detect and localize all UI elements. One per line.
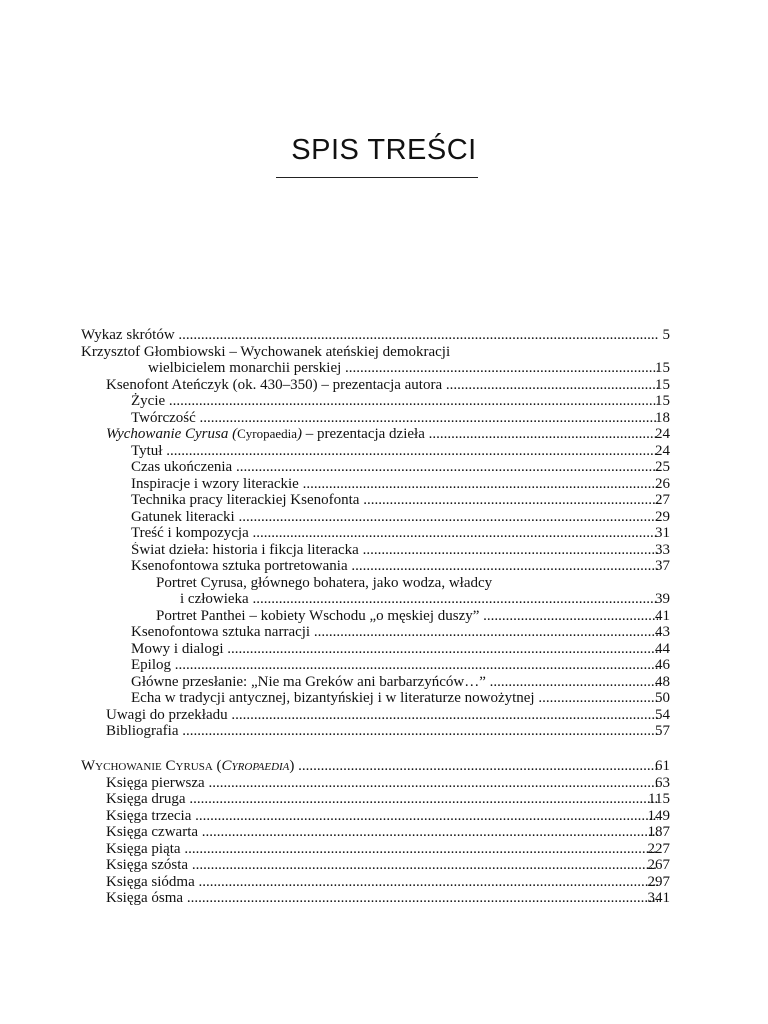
toc-entry-title-part: Wykaz skrótów	[81, 327, 175, 343]
toc-entry-title-part: Cyropaedia	[237, 426, 298, 441]
toc-entry-title-part: Księga siódma	[106, 873, 195, 890]
toc-entry[interactable]: Księga czwarta ..... 187	[0, 824, 768, 841]
toc-entry-title	[131, 476, 658, 493]
toc-entry-title-part: Twórczość	[131, 409, 196, 426]
toc-section-text	[0, 758, 768, 907]
toc-entry[interactable]: Echa w tradycji antycznej, bizantyńskiej i w literaturze nowożytnej ..... 50	[0, 690, 768, 707]
toc-entry-title	[131, 410, 658, 427]
toc-entry-title-part: Główne przesłanie: „Nie ma Greków ani barbarzyńców…”	[131, 673, 486, 690]
toc-entry-title	[106, 775, 658, 792]
toc-entry-title	[131, 542, 658, 559]
toc-entry[interactable]: Bibliografia ..... 57	[0, 723, 768, 740]
toc-entry-title-part: Portret Panthei – kobiety Wschodu „o męskiej duszy”	[156, 607, 480, 624]
toc-entry[interactable]: Księga siódma ..... 297	[0, 874, 768, 891]
toc-entry-title	[131, 492, 658, 509]
toc-entry-title	[81, 758, 658, 775]
toc-entry-title-part: Mowy i dialogi	[131, 640, 224, 657]
toc-entry-title-part: Portret Cyrusa, głównego bohatera, jako wodza, władcy	[156, 574, 493, 591]
toc-entry-title	[106, 791, 658, 808]
toc-entry-title-part: Księga trzecia	[106, 807, 192, 824]
toc-entry[interactable]: i człowieka ..... 39	[0, 591, 768, 608]
toc-entry[interactable]: Ksenofontowa sztuka portretowania ..... 37	[0, 558, 768, 575]
toc-entry-title	[131, 657, 658, 674]
toc-entry-title-part: Ksenofontowa sztuka narracji	[131, 624, 311, 640]
toc-entry-title-part: Cyropaedia	[221, 758, 290, 774]
toc-entry[interactable]: Czas ukończenia ..... 25	[0, 459, 768, 476]
toc-entry[interactable]: wielbicielem monarchii perskiej ..... 15	[0, 360, 768, 377]
toc-entry-title	[106, 824, 658, 841]
toc-entry-title-part: Wychowanie Cyrusa (	[106, 426, 238, 442]
toc-entry-title	[131, 443, 658, 460]
toc-entry-title-part: Technika pracy literackiej Ksenofonta	[131, 492, 360, 508]
toc-entry-title-part: Treść i kompozycja	[131, 525, 249, 541]
toc-entry[interactable]: Treść i kompozycja ..... 31	[0, 525, 768, 542]
toc-entry[interactable]: Ksenofont Ateńczyk (ok. 430–350) – prezentacja autora ..... 15	[0, 377, 768, 394]
toc-entry-title	[81, 327, 658, 344]
toc-entry[interactable]: Uwagi do przekładu ..... 54	[0, 707, 768, 724]
toc-entry-title	[106, 874, 658, 891]
toc-entry[interactable]: Księga pierwsza ..... 63	[0, 775, 768, 792]
page-title: SPIS TREŚCI	[291, 134, 477, 166]
toc-entry-title-part: )	[289, 758, 295, 774]
toc-entry-title	[106, 857, 658, 874]
toc-entry[interactable]: Księga ósma ..... 341	[0, 890, 768, 907]
toc-entry[interactable]: Księga druga ..... 115	[0, 791, 768, 808]
toc-entry[interactable]: Księga szósta ..... 267	[0, 857, 768, 874]
toc-entry-title-part: Świat dzieła: historia i fikcja literacka	[131, 541, 359, 558]
toc-entry-title	[106, 890, 658, 907]
toc-entry-title	[156, 575, 658, 592]
toc-entry-title-part: Księga piąta	[106, 840, 181, 857]
toc-entry-title	[131, 558, 658, 575]
toc-entry-title	[106, 808, 658, 825]
toc-section-introduction	[0, 327, 768, 740]
toc-entry-title	[180, 591, 658, 608]
toc-entry[interactable]	[0, 344, 768, 361]
toc-entry[interactable]: Mowy i dialogi ..... 44	[0, 641, 768, 658]
toc-entry-title-part: wielbicielem monarchii perskiej	[148, 360, 342, 376]
toc-entry-title-part: Wychowanie Cyrusa (	[81, 758, 222, 774]
toc-entry[interactable]: Główne przesłanie: „Nie ma Greków ani barbarzyńców…” ..... 48	[0, 674, 768, 691]
toc-entry-title	[131, 393, 658, 410]
toc-entry-title-part: Księga ósma	[106, 890, 184, 906]
toc-entry[interactable]: Portret Panthei – kobiety Wschodu „o męskiej duszy” ..... 41	[0, 608, 768, 625]
toc-entry-title	[131, 641, 658, 658]
toc-entry[interactable]: Inspiracje i wzory literackie ..... 26	[0, 476, 768, 493]
toc-entry[interactable]: Technika pracy literackiej Ksenofonta ..... 27	[0, 492, 768, 509]
toc-entry[interactable]: Twórczość ..... 18	[0, 410, 768, 427]
toc-entry[interactable]: Księga piąta ..... 227	[0, 841, 768, 858]
toc-entry-title-part: Ksenofontowa sztuka portretowania	[131, 558, 348, 574]
toc-entry-title-part: Tytuł	[131, 442, 163, 459]
toc-entry-title-part: Krzysztof Głombiowski – Wychowanek ateńskiej demokracji	[81, 343, 451, 360]
toc-entry-title-part: Czas ukończenia	[131, 459, 233, 475]
toc-entry-title	[131, 674, 658, 691]
toc-entry-title	[156, 608, 658, 625]
toc-entry-title-part: Księga pierwsza	[106, 774, 205, 791]
toc-entry-title	[131, 624, 658, 641]
toc-entry-title-part: Księga czwarta	[106, 824, 199, 840]
toc-entry-title-part: i człowieka	[180, 591, 249, 607]
toc-entry-title-part: Księga druga	[106, 791, 186, 807]
toc-entry[interactable]: Świat dzieła: historia i fikcja literacka ..... 33	[0, 542, 768, 559]
toc-entry[interactable]: Wykaz skrótów ..... 5	[0, 327, 768, 344]
toc-entry-title-part: Bibliografia	[106, 723, 179, 739]
toc-entry-title	[131, 509, 658, 526]
toc-entry-title-part: Ksenofont Ateńczyk (ok. 430–350) – prezentacja autora	[106, 376, 443, 393]
toc-entry[interactable]: Epilog ..... 46	[0, 657, 768, 674]
toc-entry-title-part: Życie	[131, 393, 166, 409]
toc-entry[interactable]: Gatunek literacki ..... 29	[0, 509, 768, 526]
toc-entry-title-part: Epilog	[131, 657, 171, 673]
toc-entry-title-part: Inspiracje i wzory literackie	[131, 475, 299, 492]
toc-entry[interactable]: Życie ..... 15	[0, 393, 768, 410]
toc-entry-title-part: Gatunek literacki	[131, 508, 235, 525]
title-rule	[276, 177, 478, 178]
toc-entry[interactable]: Wychowanie Cyrusa (Cyropaedia) – prezentacja dzieła ..... 24	[0, 426, 768, 443]
toc-entry-title	[131, 690, 658, 707]
toc-entry-title	[131, 525, 658, 542]
toc-entry-title-part: Uwagi do przekładu	[106, 706, 228, 723]
toc-entry-title-part: Echa w tradycji antycznej, bizantyńskiej i w literaturze nowożytnej	[131, 690, 535, 706]
toc-entry-title	[106, 723, 658, 740]
toc-entry[interactable]: Ksenofontowa sztuka narracji ..... 43	[0, 624, 768, 641]
toc-entry-title	[106, 377, 658, 394]
toc-entry-title-part: Księga szósta	[106, 857, 189, 873]
toc-entry-title	[81, 344, 658, 361]
toc-entry-title	[131, 459, 658, 476]
toc-entry[interactable]: Księga trzecia ..... 149	[0, 808, 768, 825]
toc-entry[interactable]: Wychowanie Cyrusa (Cyropaedia) ..... 61	[0, 758, 768, 775]
toc-entry-title	[106, 707, 658, 724]
toc-entry-title	[106, 841, 658, 858]
toc-entry-title-part: )	[297, 426, 303, 442]
toc-entry-title-part: – prezentacja dzieła	[302, 426, 425, 442]
toc-entry-title	[106, 426, 658, 443]
toc-entry[interactable]: Tytuł ..... 24	[0, 443, 768, 460]
toc-entry-title	[148, 360, 658, 377]
toc-entry[interactable]	[0, 575, 768, 592]
